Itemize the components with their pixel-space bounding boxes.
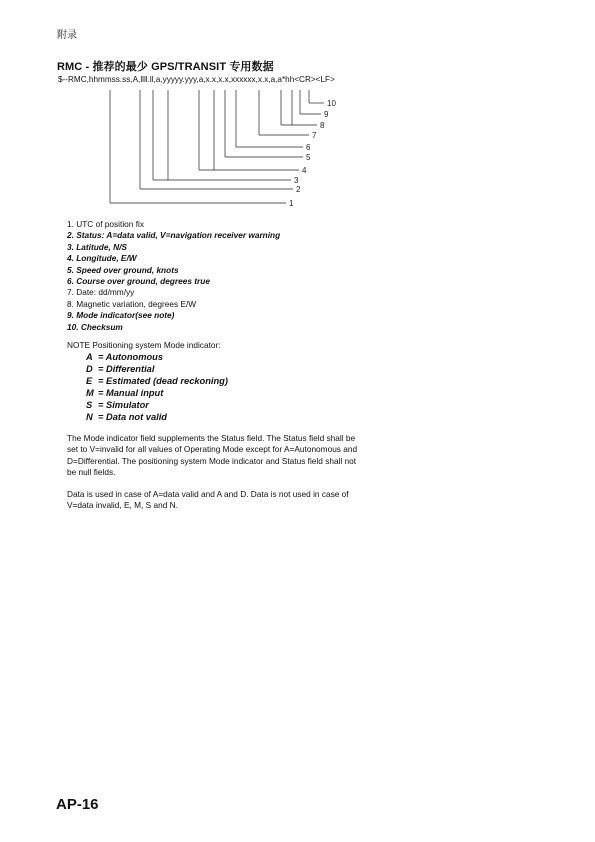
bracket-label-9: 9 — [324, 110, 329, 119]
note-heading: NOTE Positioning system Mode indicator: — [67, 340, 221, 350]
field-item: 5. Speed over ground, knots — [67, 264, 179, 275]
field-item: 10. Checksum — [67, 321, 123, 332]
mode-item — [86, 351, 228, 363]
bracket-label-4: 4 — [302, 166, 307, 175]
mode-code: S — [86, 400, 93, 411]
mode-list — [86, 351, 228, 424]
field-item: 2. Status: A=data valid, V=navigation receiver warning — [67, 230, 281, 241]
field-item: 9. Mode indicator(see note) — [67, 310, 175, 321]
mode-item — [86, 411, 228, 423]
bracket-label-8: 8 — [320, 121, 325, 130]
bracket-label-2: 2 — [296, 185, 301, 194]
title-cn: 推荐的最少 — [92, 60, 148, 73]
mode-desc: = Manual input — [98, 388, 164, 399]
page-title — [57, 58, 274, 74]
field-item: 7. Date: dd/mm/yy — [67, 287, 135, 298]
mode-item — [86, 399, 228, 411]
mode-code: D — [86, 364, 93, 375]
field-list — [67, 219, 280, 333]
paragraph-data-usage: Data is used in case of A=data valid and A and D. Data is not used in case of V=data invalid, E, M, S and N. — [67, 489, 349, 511]
mode-desc: = Data not valid — [98, 412, 167, 423]
title-prefix: RMC - — [57, 61, 93, 73]
mode-desc: = Simulator — [98, 400, 149, 411]
nmea-sentence: $--RMC,hhmmss.ss,A,llll.ll,a,yyyyy.yyy,a,x.x,x.x,xxxxxx,x.x,a,a*hh<CR><LF> — [58, 75, 335, 84]
field-item: 8. Magnetic variation, degrees E/W — [67, 298, 197, 309]
bracket-label-3: 3 — [294, 176, 299, 185]
mode-desc: = Differential — [98, 364, 155, 375]
field-item: 3. Latitude, N/S — [67, 241, 127, 252]
mode-code: M — [86, 388, 94, 399]
mode-desc: = Autonomous — [98, 352, 163, 362]
mode-code: E — [86, 376, 93, 387]
title-cn2: 专用数据 — [229, 60, 274, 73]
page-number: AP-16 — [56, 796, 99, 813]
mode-item — [86, 375, 228, 387]
mode-desc: = Estimated (dead reckoning) — [98, 376, 228, 387]
bracket-label-7: 7 — [312, 131, 317, 140]
field-item: 1. UTC of position fix — [67, 219, 145, 229]
mode-code: A — [86, 352, 93, 362]
bracket-label-5: 5 — [306, 153, 311, 162]
field-item: 6. Course over ground, degrees true — [67, 276, 210, 287]
section-header: 附录 — [57, 30, 77, 41]
field-item: 4. Longitude, E/W — [67, 253, 137, 264]
bracket-label-10: 10 — [327, 99, 336, 108]
bracket-label-1: 1 — [289, 199, 294, 208]
title-mid: GPS/TRANSIT — [147, 61, 230, 73]
mode-code: N — [86, 412, 93, 423]
paragraph-mode-indicator: The Mode indicator field supplements the Status field. The Status field shall be set to V=invalid for all values of Operating Mode except for A=Autonomous and D=Differential. The positioning system Mode indicator and Status field shall not be null fields. — [67, 433, 358, 478]
mode-item — [86, 387, 228, 399]
mode-item — [86, 363, 228, 375]
bracket-label-6: 6 — [306, 143, 311, 152]
